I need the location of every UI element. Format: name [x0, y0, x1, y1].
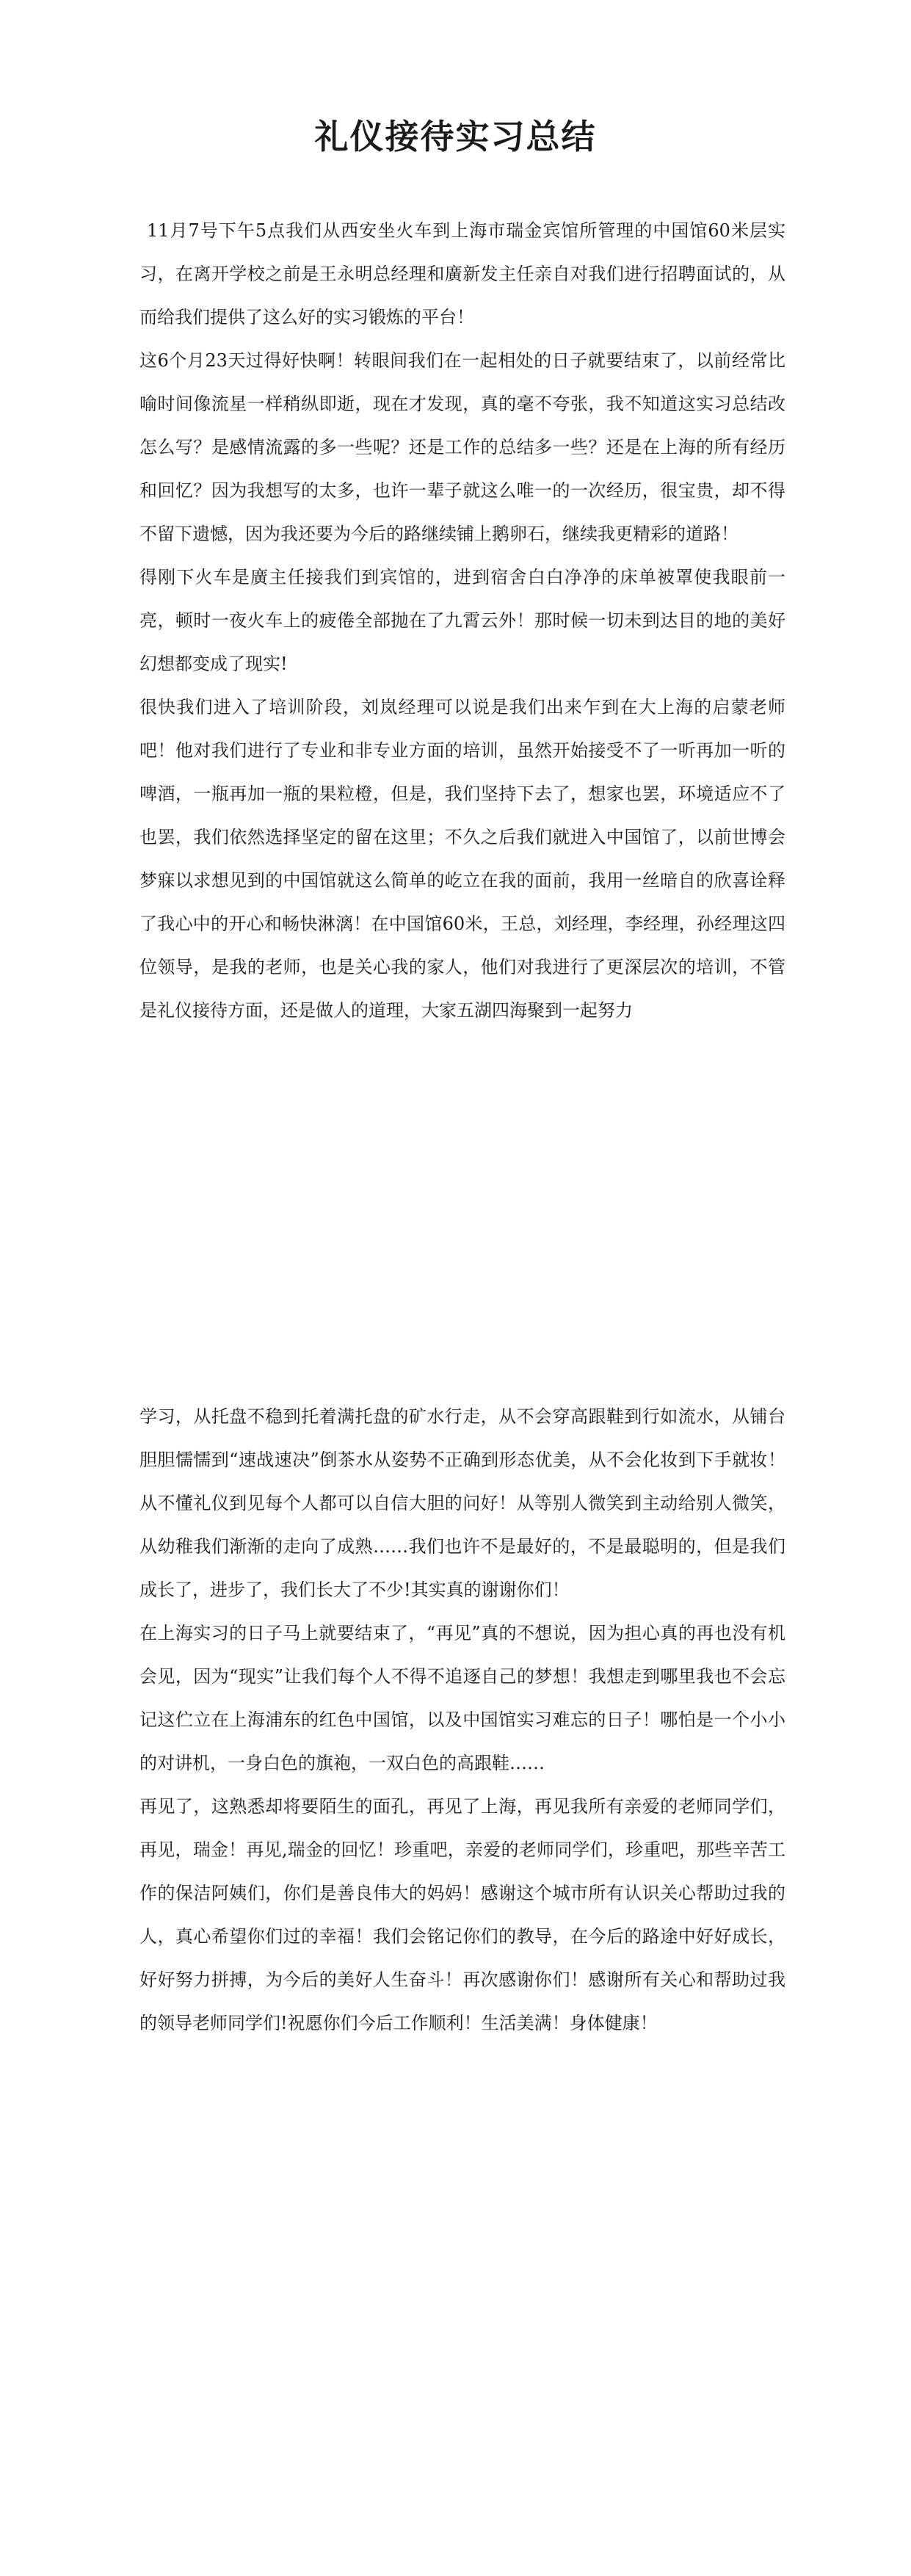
body-section-upper — [139, 209, 785, 1032]
paragraph-farewell-memory: 在上海实习的日子马上就要结束了，“再见”真的不想说，因为担心真的再也没有机会见，因为“现实”让我们每个人不得不追逐自己的梦想！我想走到哪里我也不会忘记这伫立在上海浦东的红色中国馆，以及中国馆实习难忘的日子！哪怕是一个小小的对讲机，一身白色的旗袍，一双白色的高跟鞋…… — [139, 1623, 785, 1773]
body-section-lower — [139, 1395, 785, 2045]
paragraph-goodbye: 再见了，这熟悉却将要陌生的面孔，再见了上海，再见我所有亲爱的老师同学们，再见，瑞金！再见,瑞金的回忆！珍重吧，亲爱的老师同学们，珍重吧，那些辛苦工作的保洁阿姨们，你们是善良伟大的妈妈！感谢这个城市所有认识关心帮助过我的人，真心希望你们过的幸福！我们会铭记你们的教导，在今后的路途中好好成长，好好努力拼搏，为今后的美好人生奋斗！再次感谢你们！感谢所有关心和帮助过我的领导老师同学们!祝愿你们今后工作顺利！生活美满！身体健康！ — [139, 1796, 785, 2033]
paragraph-training: 很快我们进入了培训阶段，刘岚经理可以说是我们出来乍到在大上海的启蒙老师吧！他对我们进行了专业和非专业方面的培训，虽然开始接受不了一听再加一听的啤酒，一瓶再加一瓶的果粒橙，但是，我们坚持下去了，想家也罢，环境适应不了也罢，我们依然选择坚定的留在这里；不久之后我们就进入中国馆了，以前世博会梦寐以求想见到的中国馆就这么简单的屹立在我的面前，我用一丝暗自的欣喜诠释了我心中的开心和畅快淋漓！在中国馆60米，王总，刘经理，李经理，孙经理这四位领导，是我的老师，也是关心我的家人，他们对我进行了更深层次的培训，不管是礼仪接待方面，还是做人的道理，大家五湖四海聚到一起努力 — [139, 697, 785, 1021]
paragraph-first-impression: 得刚下火车是廣主任接我们到宾馆的，进到宿舍白白净净的床单被罩使我眼前一亮，顿时一夜火车上的疲倦全部抛在了九霄云外！那时候一切未到达目的地的美好幻想都变成了现实! — [139, 567, 785, 674]
document-title: 礼仪接待实习总结 — [314, 117, 597, 156]
paragraph-reflection: 这6个月23天过得好快啊！转眼间我们在一起相处的日子就要结束了，以前经常比喻时间像流星一样稍纵即逝，现在才发现，真的毫不夸张，我不知道这实习总结改怎么写？是感情流露的多一些呢？还是工作的总结多一些？还是在上海的所有经历和回忆？因为我想写的太多，也许一辈子就这么唯一的一次经历，很宝贵，却不得不留下遗憾，因为我还要为今后的路继续铺上鹅卵石，继续我更精彩的道路！ — [139, 350, 785, 544]
paragraph-growth: 学习，从托盘不稳到托着满托盘的矿水行走，从不会穿高跟鞋到行如流水，从铺台胆胆懦懦到“速战速决”倒茶水从姿势不正确到形态优美，从不会化妆到下手就妆！从不懂礼仪到见每个人都可以自信大胆的问好！从等别人微笑到主动给别人微笑，从幼稚我们渐渐的走向了成熟……我们也许不是最好的，不是最聪明的，但是我们成长了，进步了，我们长大了不少!其实真的谢谢你们！ — [139, 1406, 785, 1600]
paragraph-arrival: 11月7号下午5点我们从西安坐火车到上海市瑞金宾馆所管理的中国馆60米层实习，在离开学校之前是王永明总经理和廣新发主任亲自对我们进行招聘面试的，从而给我们提供了这么好的实习锻炼的平台！ — [139, 220, 785, 328]
